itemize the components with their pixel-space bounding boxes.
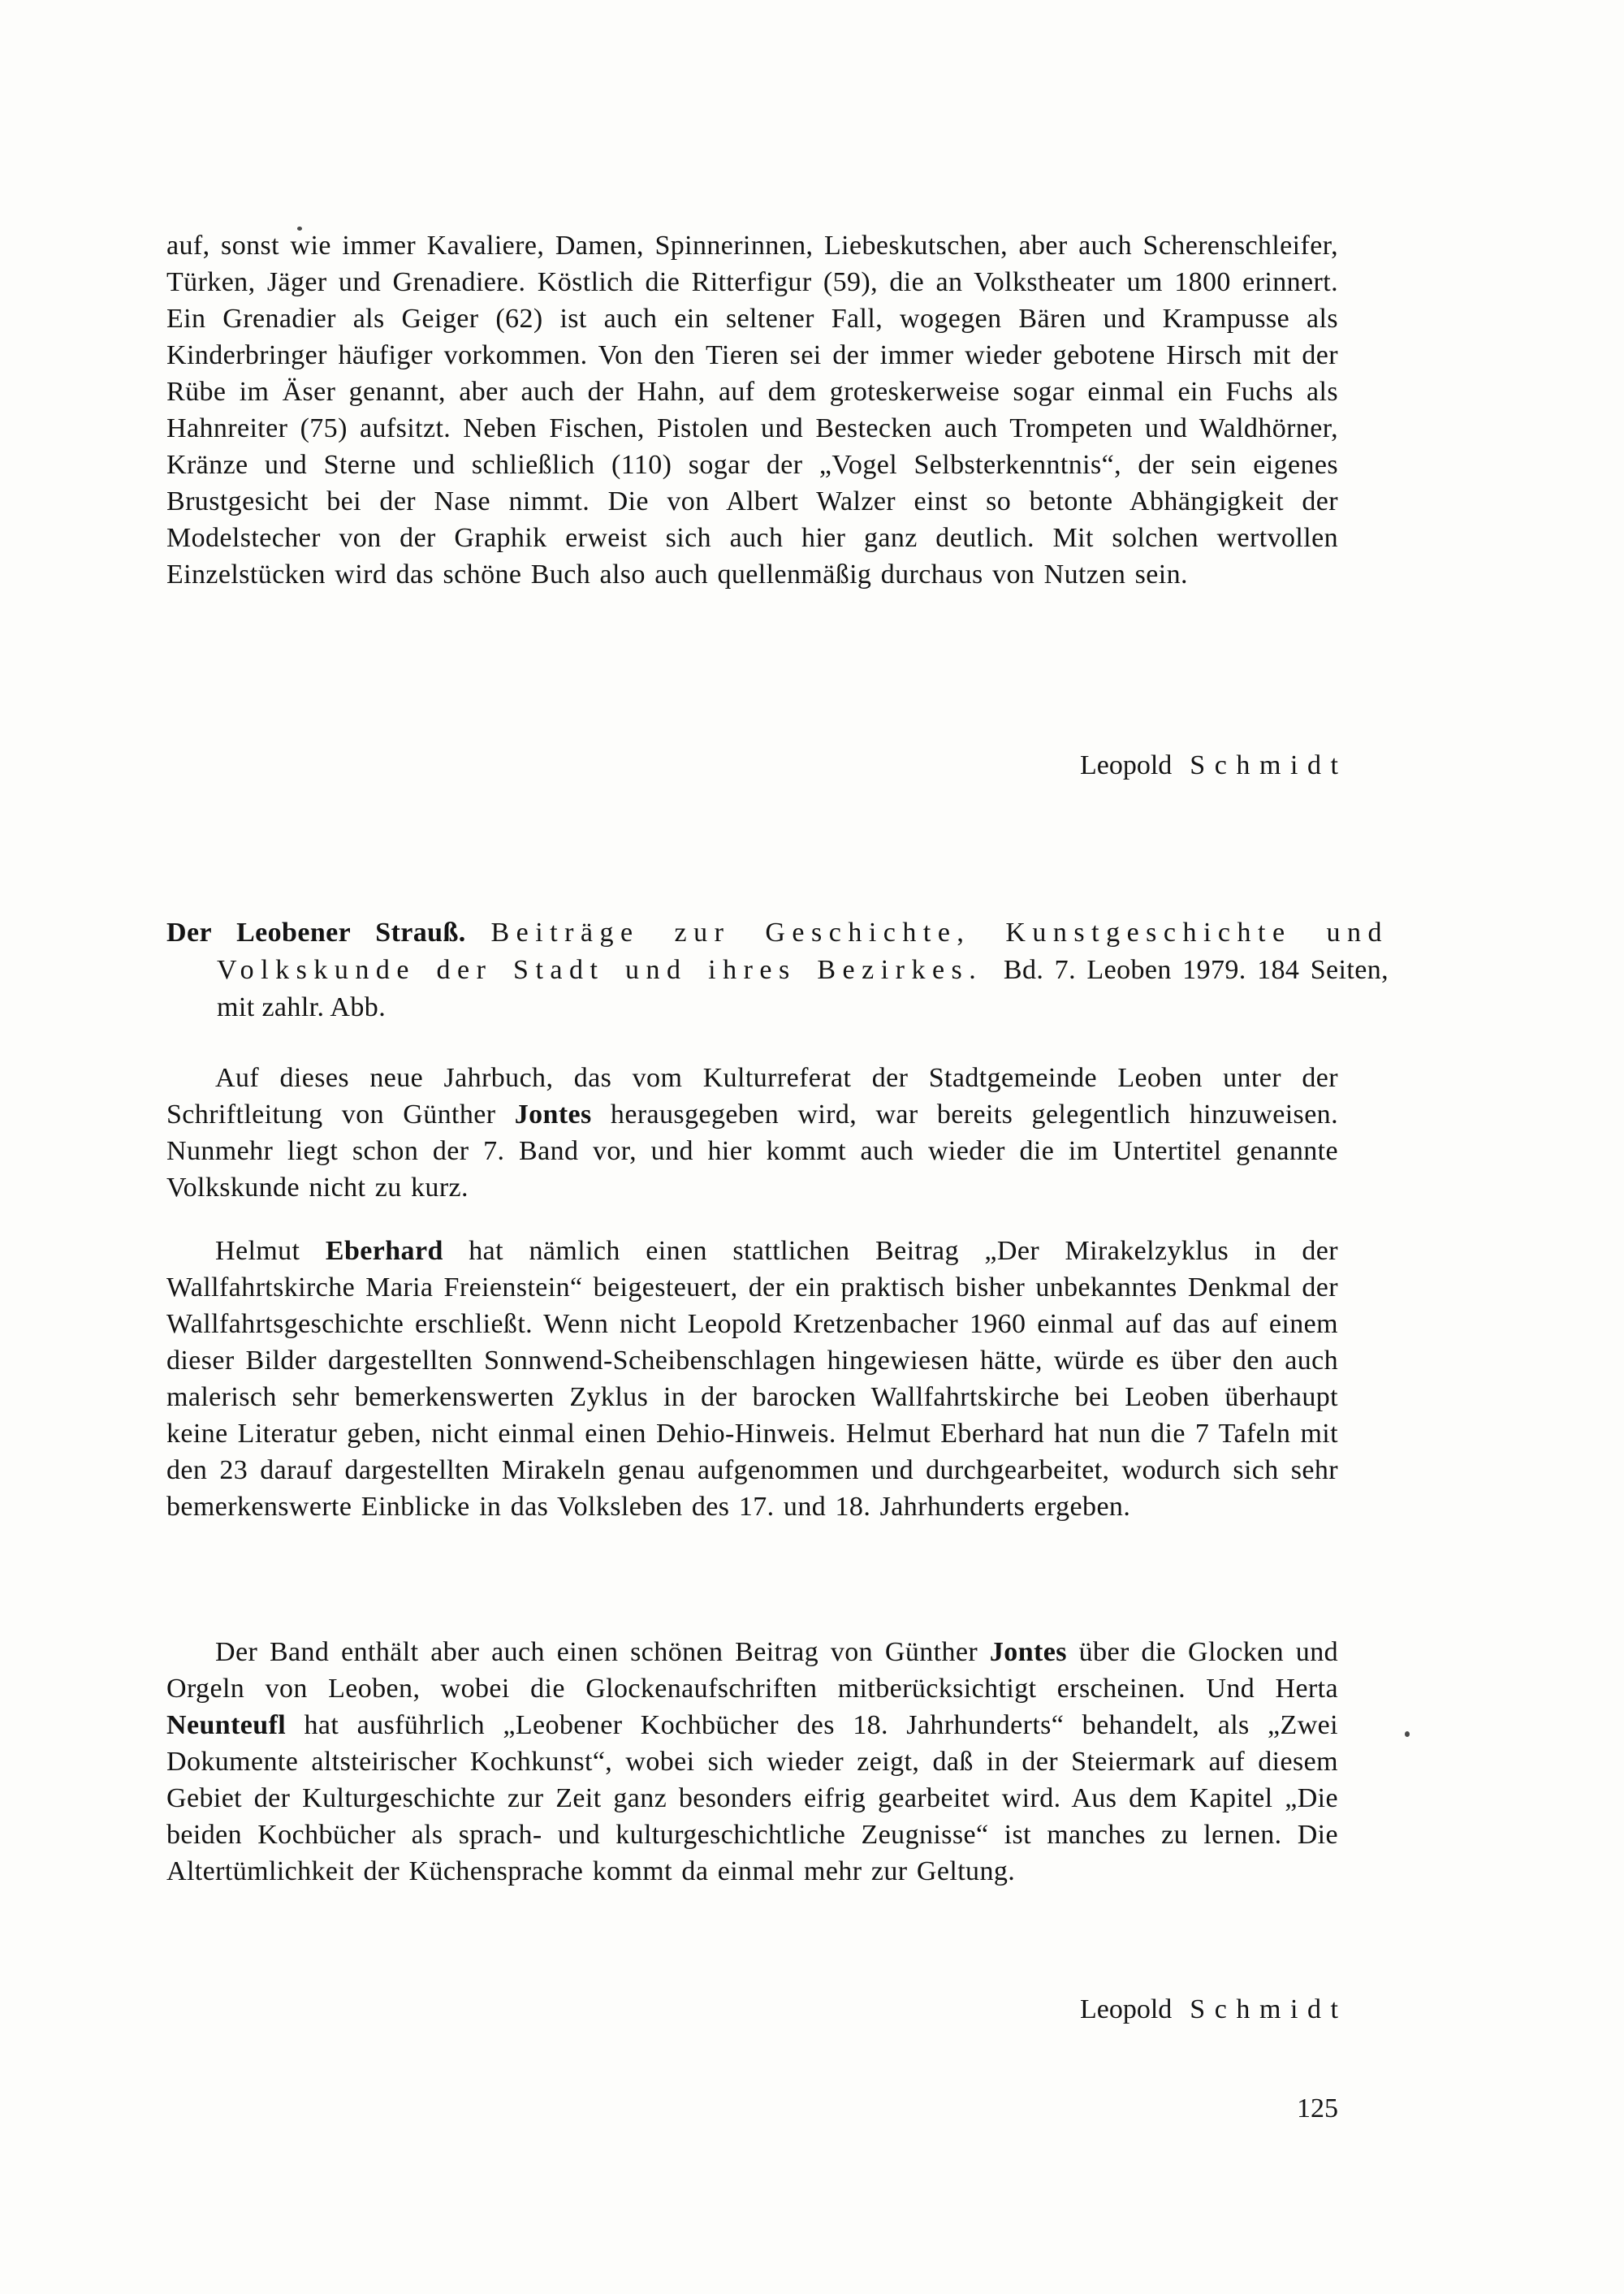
review-paragraph-2: Helmut Eberhard hat nämlich einen stattlichen Beitrag „Der Mirakelzyklus in der Wallfahrtskirche Maria Freienstein“ beigesteuert, der ein praktisch bisher unbekanntes Denkmal der Wallfahrtsgeschichte erschließt. Wenn nicht Leopold Kretzenbacher 1960 einmal auf das auf einem dieser Bilder dargestellten Sonnwend-Scheibenschlagen hingewiesen hätte, würde es über den auch malerisch sehr bemerkenswerten Zyklus in der barocken Wallfahrtskirche bei Leoben überhaupt keine Literatur geben, nicht einmal einen Dehio-Hinweis. Helmut Eberhard hat nun die 7 Tafeln mit den 23 darauf dargestellten Mirakeln genau aufgenommen und durchgearbeitet, wodurch sich sehr bemerkenswerte Einblicke in das Volksleben des 17. und 18. Jahrhunderts ergeben. <box>166 1236 1338 1522</box>
signature-first-name: Leopold <box>1079 1994 1173 2024</box>
signature-first-name: Leopold <box>1079 750 1173 780</box>
scan-speck-artifact <box>1405 1731 1410 1737</box>
review-paragraph-1: Auf dieses neue Jahrbuch, das vom Kulturreferat der Stadtgemeinde Leoben unter der Schriftleitung von Günther Jontes herausgegeben wird, war bereits gelegentlich hinzuweisen. Nunmehr liegt schon der 7. Band vor, und hier kommt auch wieder die im Untertitel genannte Volkskunde nicht zu kurz. <box>166 1063 1338 1203</box>
review-paragraph-3: Der Band enthält aber auch einen schönen Beitrag von Günther Jontes über die Glocken und Orgeln von Leoben, wobei die Glockenaufschriften mitberücksichtigt erscheinen. Und Herta Neunteufl hat ausführlich „Leobener Kochbücher des 18. Jahrhunderts“ behandelt, als „Zwei Dokumente altsteirischer Kochkunst“, wobei sich wieder zeigt, daß in der Steiermark auf diesem Gebiet der Kulturgeschichte zur Zeit ganz besonders eifrig gearbeitet wird. Aus dem Kapitel „Die beiden Kochbücher als sprach- und kulturgeschichtliche Zeugnisse“ ist manches zu lernen. Die Altertümlichkeit der Küchensprache kommt da einmal mehr zur Geltung. <box>166 1637 1338 1886</box>
previous-review-signature <box>166 747 1348 784</box>
review-signature <box>166 1991 1348 2028</box>
signature-last-name: Schmidt <box>1190 1994 1348 2024</box>
previous-review-body-paragraph: auf, sonst wie immer Kavaliere, Damen, Spinnerinnen, Liebeskutschen, aber auch Scherenschleifer, Türken, Jäger und Grenadiere. Köstlich die Ritterfigur (59), die an Volkstheater um 1800 erinnert. Ein Grenadier als Geiger (62) ist auch ein seltener Fall, wogegen Bären und Krampusse als Kinderbringer häufiger vorkommen. Von den Tieren sei der immer wieder gebotene Hirsch mit der Rübe im Äser genannt, aber auch der Hahn, auf dem groteskerweise sogar einmal ein Fuchs als Hahnreiter (75) aufsitzt. Neben Fischen, Pistolen und Bestecken auch Trompeten und Waldhörner, Kränze und Sterne und schließlich (110) sogar der „Vogel Selbsterkenntnis“, der sein eigenes Brustgesicht bei der Nase nimmt. Die von Albert Walzer einst so betonte Abhängigkeit der Modelstecher von der Graphik erweist sich auch hier ganz deutlich. Mit solchen wertvollen Einzelstücken wird das schöne Buch also auch quellenmäßig durchaus von Nutzen sein. <box>166 231 1338 590</box>
signature-last-name: Schmidt <box>1190 750 1348 780</box>
page-number: 125 <box>1297 2093 1338 2123</box>
scan-speck-artifact <box>297 227 302 231</box>
book-review-heading: Der Leobener Strauß. Beiträge zur Geschichte, Kunstgeschichte und Volkskunde der Stadt und ihres Bezirkes. Bd. 7. Leoben 1979. 184 Seiten, mit zahlr. Abb. <box>166 918 1389 1022</box>
